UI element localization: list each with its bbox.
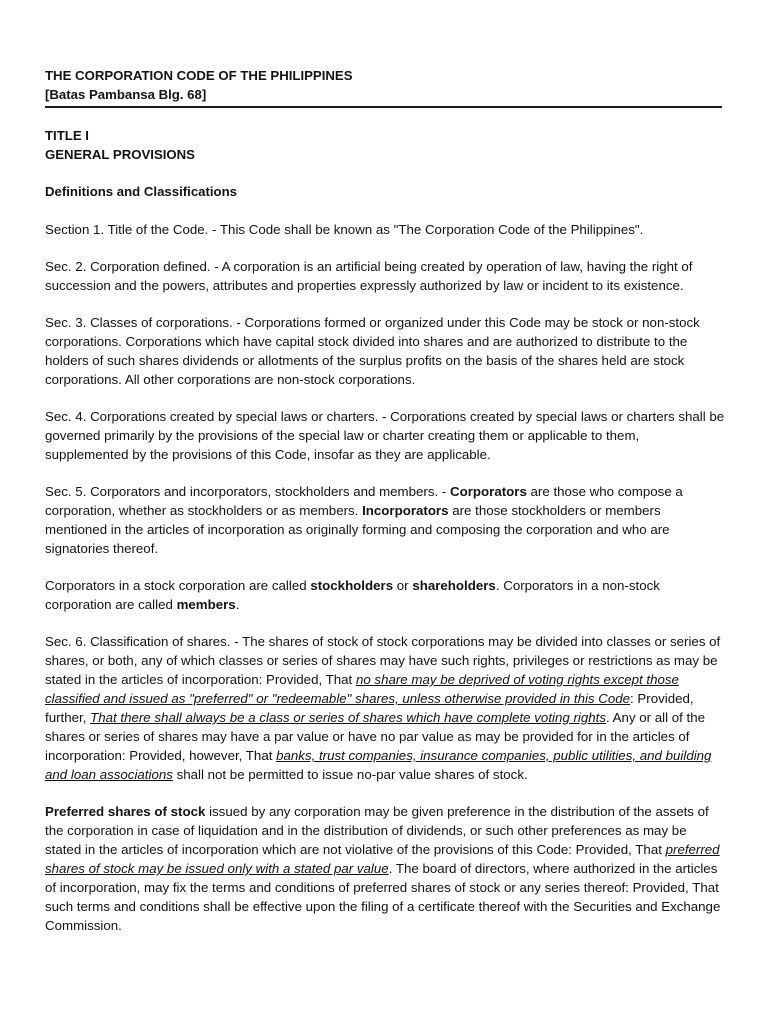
section-3: Sec. 3. Classes of corporations. - Corporations formed or organized under this Code may be stock or non-stock corporations. Corporations which have capital stock divided into shares and are authorized to distribute to the holders of such shares dividends or allotments of the surplus profits on the basis of the shares held are stock corporations. All other corporations are non-stock corporations. (45, 315, 700, 387)
document-subtitle: [Batas Pambansa Blg. 68] (45, 87, 207, 102)
section-5: Sec. 5. Corporators and incorporators, stockholders and members. - Corporators are those who compose a corporation, whether as stockholders or as members. Incorporators are those stockholders or members mentioned in the articles of incorporation as originally forming and composing the corporation and who are signatories thereof. (45, 484, 683, 556)
section-6: Sec. 6. Classification of shares. - The shares of stock of stock corporations may be divided into classes or series of shares, or both, any of which classes or series of shares may have such rights, privileges or restrictions as may be stated in the articles of incorporation: Provided, That no share may be deprived of voting rights except those classified and issued as "preferred" or "redeemable" shares, unless otherwise provided in this Code: Provided, further, That there shall always be a class or series of shares which have complete voting rights. Any or all of the shares or series of shares may have a par value or have no par value as may be provided for in the articles of incorporation: Provided, however, That banks, trust companies, insurance companies, public utilities, and building and loan associations shall not be permitted to issue no-par value shares of stock. (45, 634, 721, 782)
section-2: Sec. 2. Corporation defined. - A corporation is an artificial being created by operation of law, having the right of succession and the powers, attributes and properties expressly authorized by law or incident to its existence. (45, 259, 693, 293)
header-divider (45, 106, 722, 108)
title-heading: GENERAL PROVISIONS (45, 147, 195, 162)
section-1: Section 1. Title of the Code. - This Code shall be known as "The Corporation Code of the Philippines". (45, 222, 644, 237)
preferred-shares-paragraph: Preferred shares of stock issued by any corporation may be given preference in the distribution of the assets of the corporation in case of liquidation and in the distribution of dividends, or such other preferences as may be stated in the articles of incorporation which are not violative of the provisions of this Code: Provided, That preferred shares of stock may be issued only with a stated par value. The board of directors, where authorized in the articles of incorporation, may fix the terms and conditions of preferred shares of stock or any series thereof: Provided, That such terms and conditions shall be effective upon the filing of a certificate thereof with the Securities and Exchange Commission. (45, 804, 721, 933)
title-number: TITLE I (45, 128, 89, 143)
section-4: Sec. 4. Corporations created by special laws or charters. - Corporations created by special laws or charters shall be governed primarily by the provisions of the special law or charter creating them or applicable to them, supplemented by the provisions of this Code, insofar as they are applicable. (45, 409, 725, 462)
document-title: THE CORPORATION CODE OF THE PHILIPPINES (45, 68, 353, 83)
subheading: Definitions and Classifications (45, 184, 237, 199)
section-5-corporators: Corporators in a stock corporation are called stockholders or shareholders. Corporators in a non-stock corporation are called members. (45, 578, 660, 612)
